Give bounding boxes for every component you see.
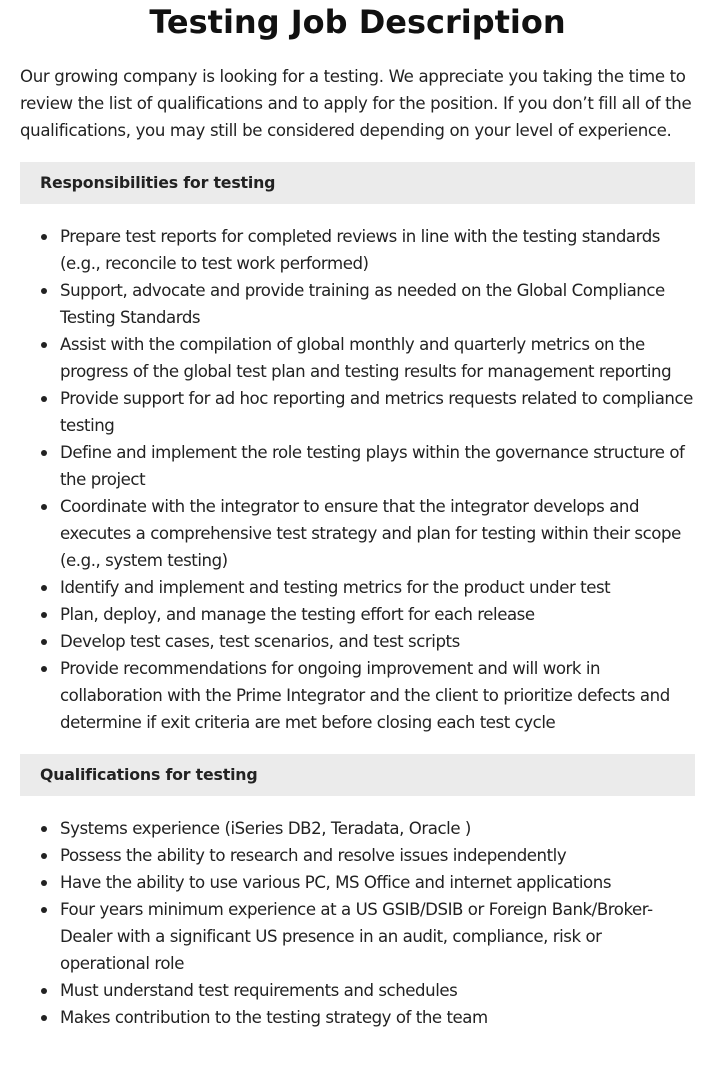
list-item: Define and implement the role testing plays within the governance structure of the project — [20, 439, 695, 493]
intro-paragraph: Our growing company is looking for a testing. We appreciate you taking the time to review the list of qualifications and to apply for the position. If you don’t fill all of the qualifications, you may still be considered depending on your level of experience. — [20, 67, 692, 140]
list-item: Identify and implement and testing metrics for the product under test — [20, 574, 695, 601]
list-item: Assist with the compilation of global monthly and quarterly metrics on the progress of the global test plan and testing results for management reporting — [20, 331, 695, 385]
list-item: Possess the ability to research and resolve issues independently — [20, 842, 695, 869]
list-item: Develop test cases, test scenarios, and test scripts — [20, 628, 695, 655]
qualifications-list — [20, 815, 695, 1031]
list-item: Support, advocate and provide training as needed on the Global Compliance Testing Standards — [20, 277, 695, 331]
list-item: Have the ability to use various PC, MS Office and internet applications — [20, 869, 695, 896]
list-item: Must understand test requirements and schedules — [20, 977, 695, 1004]
qualifications-heading: Qualifications for testing — [20, 754, 695, 796]
list-item: Systems experience (iSeries DB2, Teradata, Oracle ) — [20, 815, 695, 842]
list-item: Prepare test reports for completed reviews in line with the testing standards (e.g., reconcile to test work performed) — [20, 223, 695, 277]
list-item: Plan, deploy, and manage the testing effort for each release — [20, 601, 695, 628]
list-item: Four years minimum experience at a US GSIB/DSIB or Foreign Bank/Broker-Dealer with a significant US presence in an audit, compliance, risk or operational role — [20, 896, 695, 977]
job-description-page — [20, 0, 695, 1031]
list-item: Provide support for ad hoc reporting and metrics requests related to compliance testing — [20, 385, 695, 439]
list-item: Provide recommendations for ongoing improvement and will work in collaboration with the Prime Integrator and the client to prioritize defects and determine if exit criteria are met before closing each test cycle — [20, 655, 695, 736]
responsibilities-heading: Responsibilities for testing — [20, 162, 695, 204]
list-item: Makes contribution to the testing strategy of the team — [20, 1004, 695, 1031]
list-item: Coordinate with the integrator to ensure that the integrator develops and executes a comprehensive test strategy and plan for testing within their scope (e.g., system testing) — [20, 493, 695, 574]
responsibilities-list — [20, 223, 695, 736]
page-title: Testing Job Description — [149, 3, 566, 41]
